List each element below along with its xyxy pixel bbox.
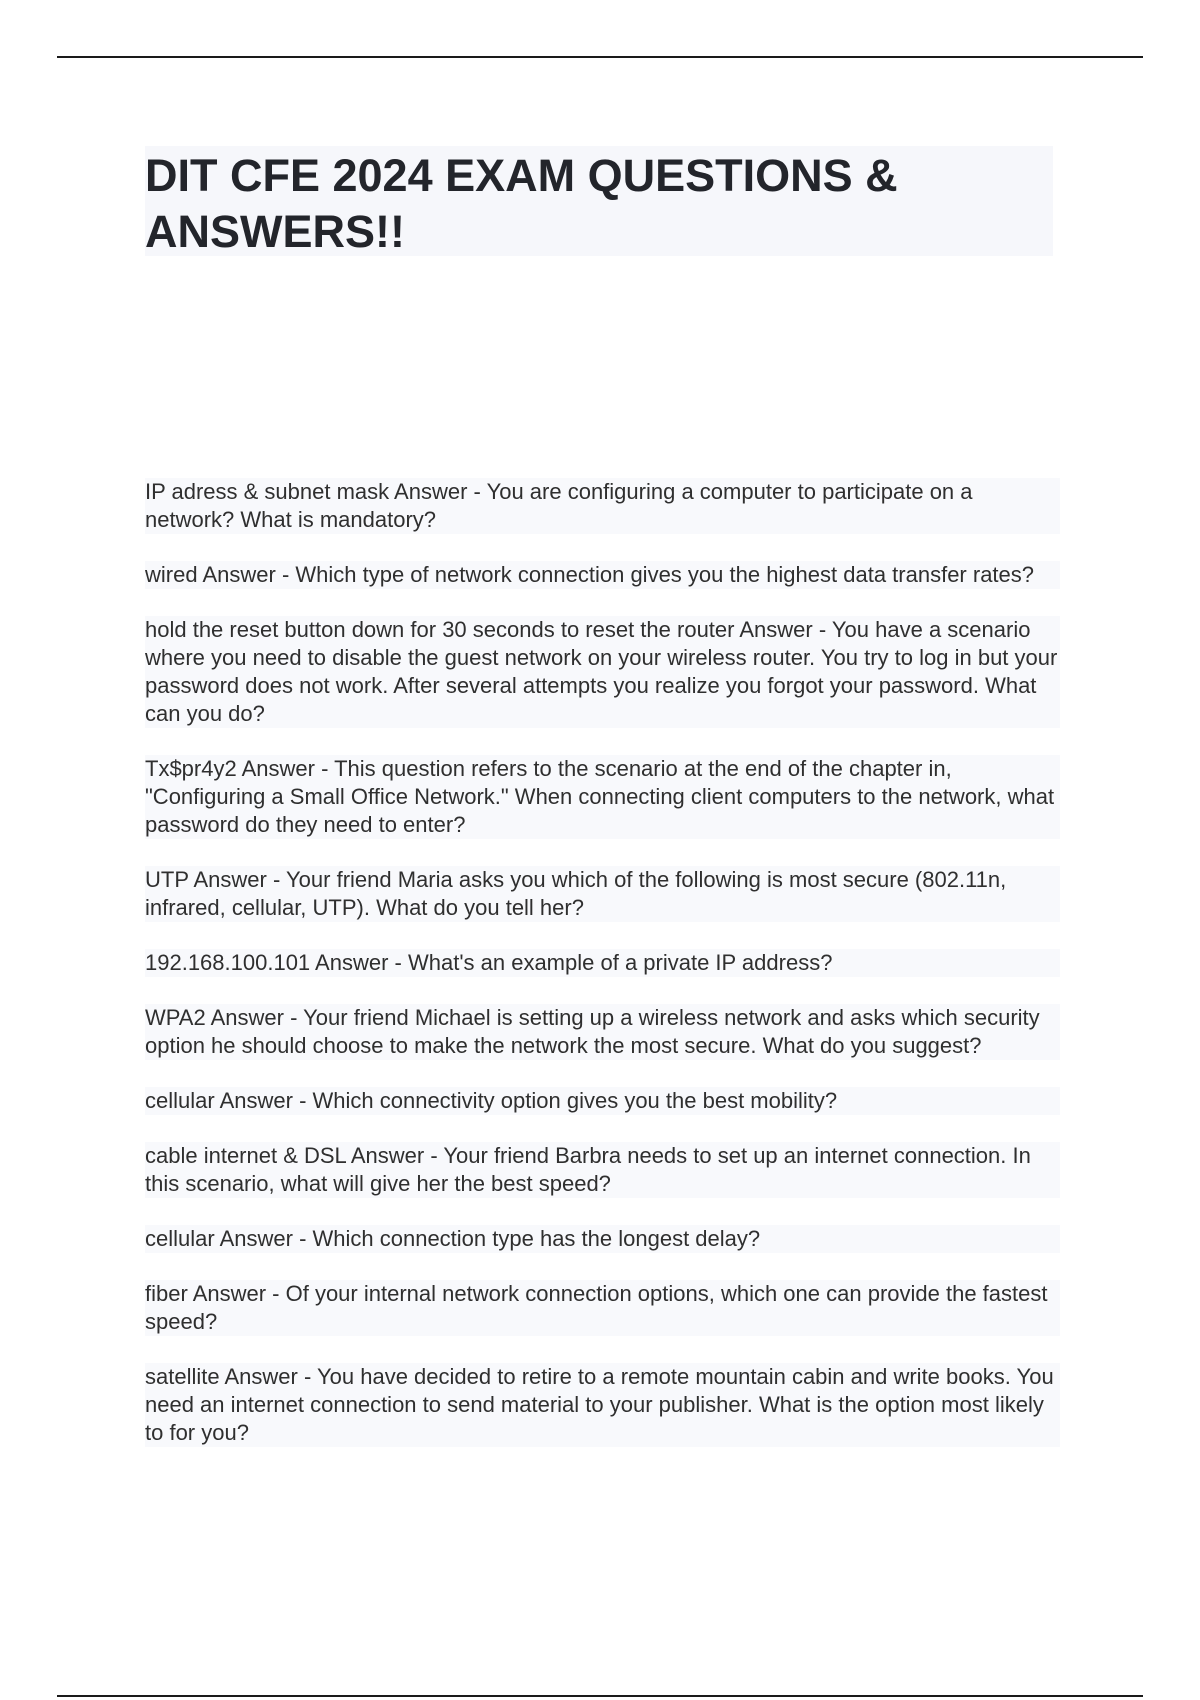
qa-item: 192.168.100.101 Answer - What's an example of a private IP address?	[145, 949, 1060, 977]
qa-item: cellular Answer - Which connectivity option gives you the best mobility?	[145, 1087, 1060, 1115]
qa-item: fiber Answer - Of your internal network connection options, which one can provide the fastest speed?	[145, 1280, 1060, 1336]
qa-item: cellular Answer - Which connection type has the longest delay?	[145, 1225, 1060, 1253]
bottom-divider	[57, 1695, 1143, 1697]
qa-item: wired Answer - Which type of network connection gives you the highest data transfer rates?	[145, 561, 1060, 589]
qa-item: hold the reset button down for 30 seconds to reset the router Answer - You have a scenario where you need to disable the guest network on your wireless router. You try to log in but your password does not work. After several attempts you realize you forgot your password. What can you do?	[145, 616, 1060, 728]
qa-item: IP adress & subnet mask Answer - You are configuring a computer to participate on a network? What is mandatory?	[145, 478, 1060, 534]
page-title: DIT CFE 2024 EXAM QUESTIONS & ANSWERS!!	[145, 150, 898, 257]
title-block	[145, 146, 1053, 256]
qa-item: Tx$pr4y2 Answer - This question refers to the scenario at the end of the chapter in, "Configuring a Small Office Network." When connecting client computers to the network, what password do they need to enter?	[145, 755, 1060, 839]
top-divider	[57, 56, 1143, 58]
qa-list	[145, 478, 1060, 1474]
qa-item: UTP Answer - Your friend Maria asks you which of the following is most secure (802.11n, infrared, cellular, UTP). What do you tell her?	[145, 866, 1060, 922]
qa-item: satellite Answer - You have decided to retire to a remote mountain cabin and write books. You need an internet connection to send material to your publisher. What is the option most likely to for you?	[145, 1363, 1060, 1447]
qa-item: WPA2 Answer - Your friend Michael is setting up a wireless network and asks which security option he should choose to make the network the most secure. What do you suggest?	[145, 1004, 1060, 1060]
qa-item: cable internet & DSL Answer - Your friend Barbra needs to set up an internet connection. In this scenario, what will give her the best speed?	[145, 1142, 1060, 1198]
